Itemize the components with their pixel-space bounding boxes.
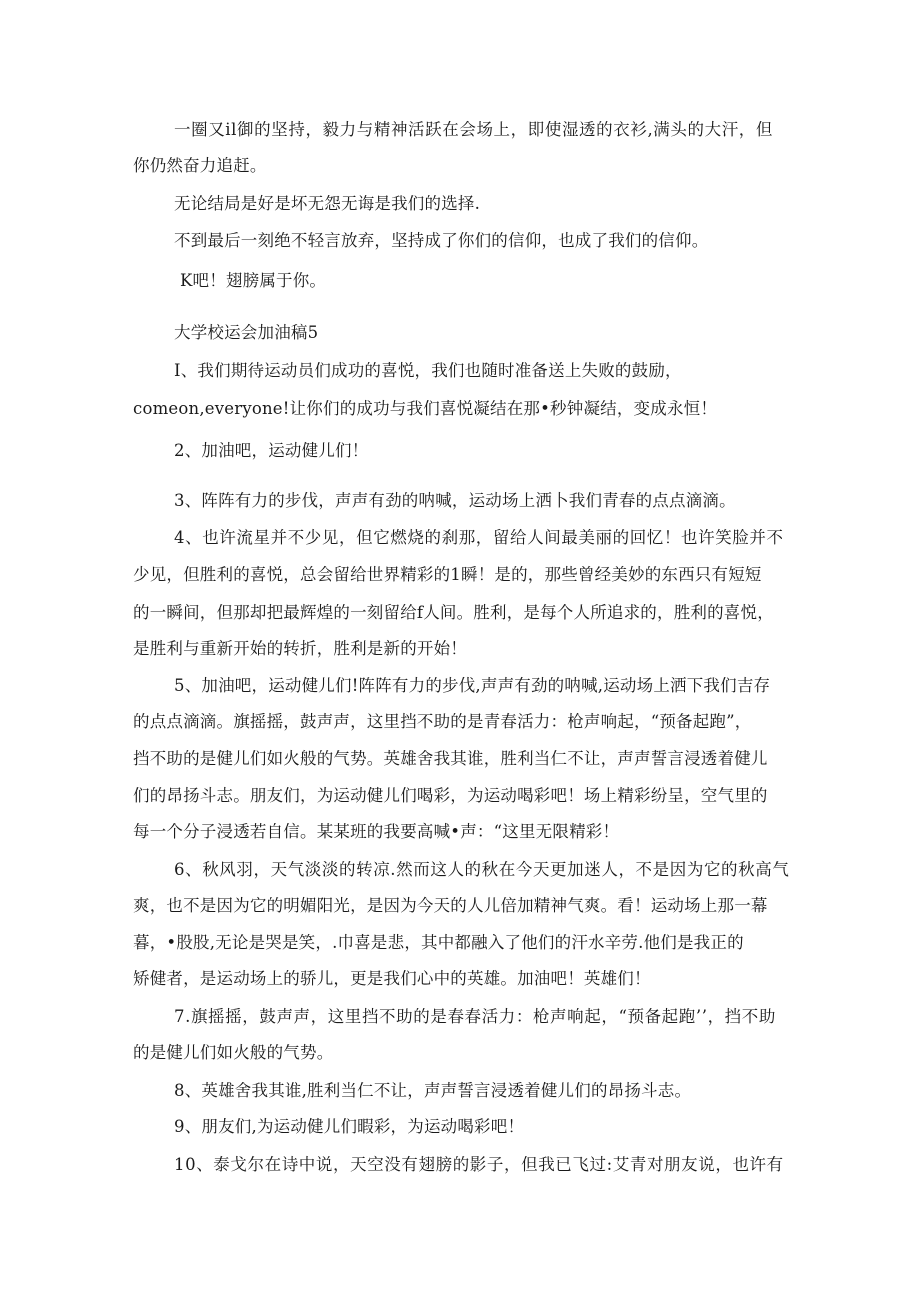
paragraph-line: 一圈又il御的坚持，毅力与精神活跃在会场上，即使湿透的衣衫,满头的大汗，但 bbox=[174, 120, 773, 139]
paragraph-line: 9、朋友们,为运动健儿们暇彩，为运动喝彩吧！ bbox=[174, 1117, 525, 1136]
paragraph-line: 的是健儿们如火般的气势。 bbox=[133, 1043, 334, 1062]
paragraph-line: 的一瞬间，但那却把最辉煌的一刻留给f人间。胜利，是每个人所追求的，胜利的喜悦， bbox=[133, 603, 774, 622]
paragraph-line: 暮，•股股,无论是哭是笑，.巾喜是悲，其中都融入了他们的汗水辛劳.他们是我正的 bbox=[133, 933, 744, 952]
paragraph-line: 你仍然奋力追赶。 bbox=[133, 156, 267, 175]
paragraph-line: 无论结局是好是坏无怨无诲是我们的选择. bbox=[174, 194, 481, 213]
paragraph-line: 少见，但胜利的喜悦，总会留给世界精彩的1瞬！是的，那些曾经美妙的东西只有短短 bbox=[133, 565, 762, 584]
paragraph-line: 的点点滴滴。旗摇摇，鼓声声，这里挡不助的是青春活力：枪声响起，“预备起跑”， bbox=[133, 712, 752, 731]
paragraph-line: 4、也许流星并不少见，但它燃烧的刹那，留给人间最美丽的回忆！也许笑脸并不 bbox=[174, 528, 784, 547]
paragraph-line: 7.旗摇摇，鼓声声，这里挡不助的是春春活力：枪声响起，“预备起跑’’，挡不助 bbox=[174, 1007, 776, 1026]
paragraph-line: 不到最后一刻绝不轻言放弃，坚持成了你们的信仰，也成了我们的信仰。 bbox=[174, 231, 709, 250]
paragraph-line: 爽，也不是因为它的明媚阳光，是因为今天的人儿倍加精神气爽。看！运动场上那一幕 bbox=[133, 896, 768, 915]
paragraph-line: 是胜利与重新开始的转折，胜利是新的开始！ bbox=[133, 639, 467, 658]
paragraph-line: 挡不助的是健儿们如火般的气势。英雄舍我其谁，胜利当仁不让，声声誓言浸透着健儿 bbox=[133, 749, 768, 768]
paragraph-line: 3、阵阵有力的步伐，声声有劲的呐喊，运动场上洒卜我们青春的点点滴滴。 bbox=[174, 491, 736, 510]
paragraph-line: 每一个分子浸透若自信。某某班的我要高喊•声：“这里无限精彩！ bbox=[133, 822, 620, 841]
paragraph-line: comeon,everyone!让你们的成功与我们喜悦凝结在那•秒钟凝结，变成永恒！ bbox=[133, 399, 718, 418]
paragraph-line: K吧！翅膀属于你。 bbox=[180, 271, 327, 290]
paragraph-line: 2、加油吧，运动健儿们！ bbox=[174, 441, 369, 460]
paragraph-line: 们的昂扬斗志。朋友们，为运动健儿们喝彩，为运动喝彩吧！场上精彩纷呈，空气里的 bbox=[133, 786, 768, 805]
paragraph-line: I、我们期待运动员们成功的喜悦，我们也随时准备送上失败的鼓励， bbox=[174, 361, 682, 380]
section-heading: 大学校运会加油稿5 bbox=[174, 323, 319, 342]
paragraph-line: 6、秋风羽，天气淡淡的转凉.然而这人的秋在今天更加迷人，不是因为它的秋高气 bbox=[174, 860, 790, 879]
paragraph-line: 8、英雄舍我其谁,胜利当仁不让，声声誓言浸透着健儿们的昂扬斗志。 bbox=[174, 1081, 692, 1100]
paragraph-line: 5、加油吧，运动健儿们!阵阵有力的步伐,声声有劲的呐喊,运动场上洒下我们吉存 bbox=[174, 676, 771, 695]
paragraph-line: 10、泰戈尔在诗中说，天空没有翅膀的影子，但我已飞过:艾青对朋友说，也许有 bbox=[174, 1155, 784, 1174]
paragraph-line: 矫健者，是运动场上的骄儿，更是我们心中的英雄。加油吧！英雄们！ bbox=[133, 969, 651, 988]
